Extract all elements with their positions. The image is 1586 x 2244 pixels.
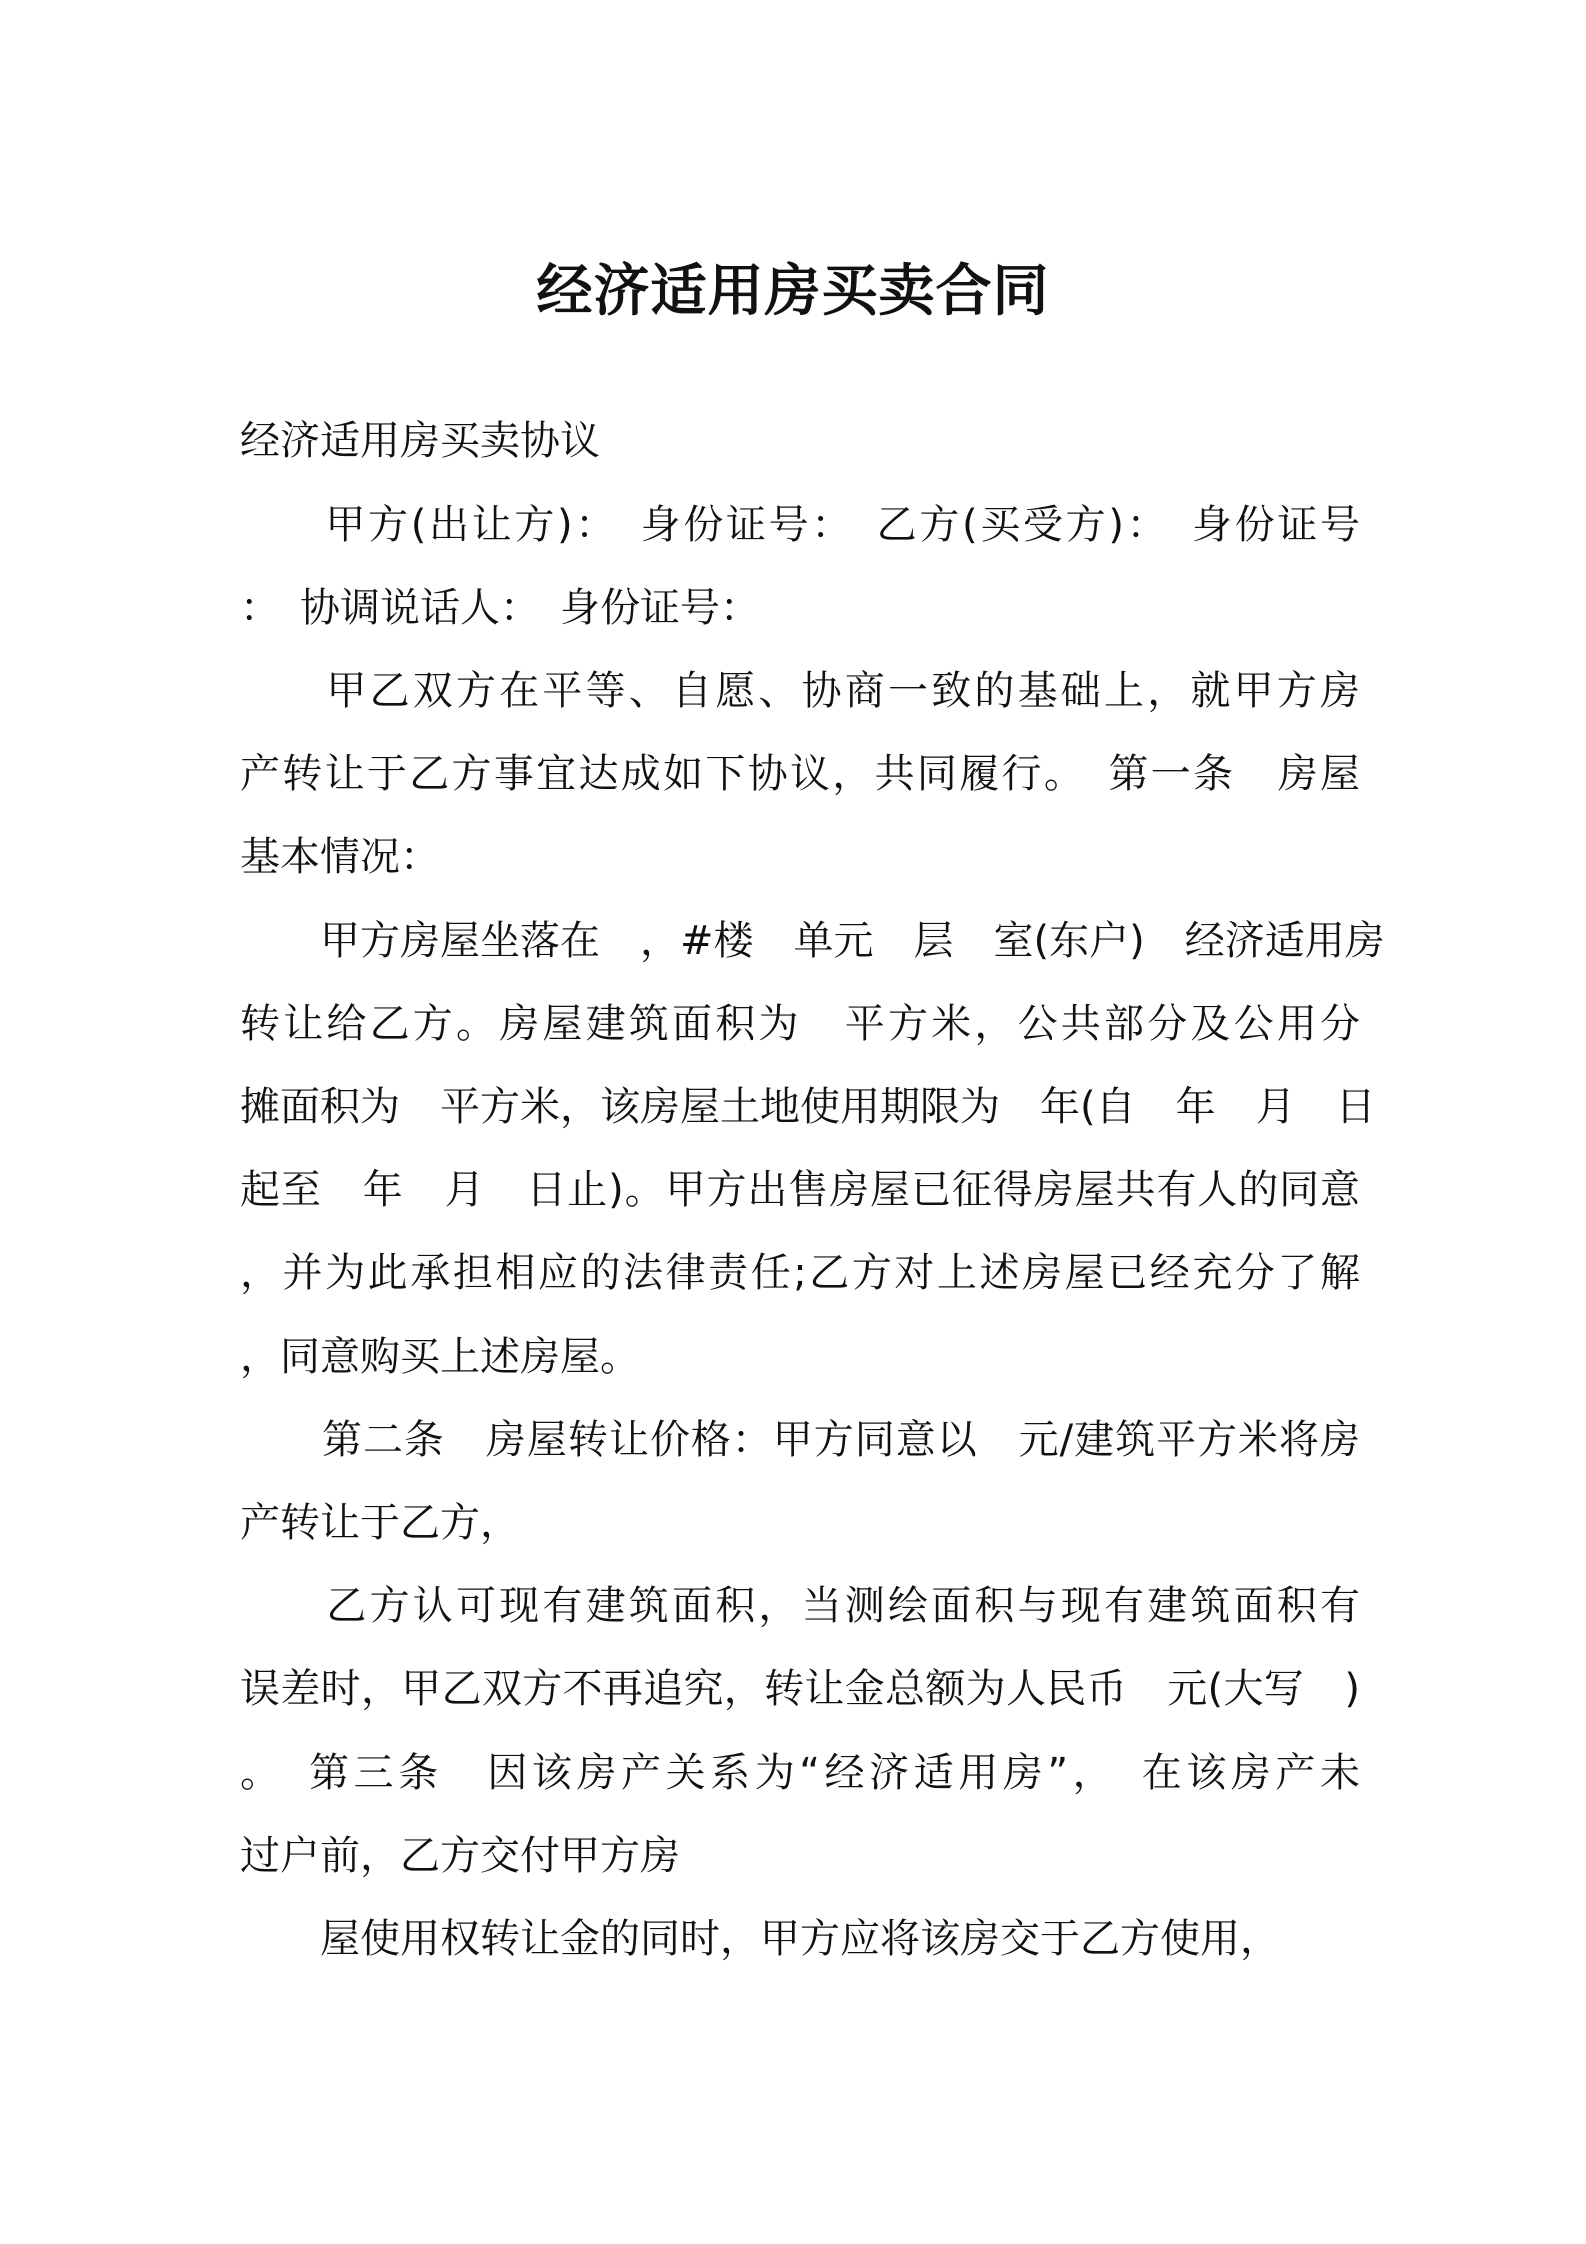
body-line: 第二条 房屋转让价格：甲方同意以 元/建筑平方米将房: [240, 1417, 1360, 1463]
document-title: 经济适用房买卖合同: [536, 259, 1050, 324]
body-line: 误差时，甲乙双方不再追究，转让金总额为人民币 元(大写 ): [240, 1666, 1360, 1712]
body-line: 产转让于乙方，: [240, 1500, 520, 1546]
body-line: 起至 年 月 日止)。甲方出售房屋已征得房屋共有人的同意: [240, 1167, 1360, 1213]
body-line: ，同意购买上述房屋。: [240, 1334, 640, 1380]
body-line: 。 第三条 因该房产关系为“经济适用房”， 在该房产未: [240, 1750, 1360, 1796]
body-line: 甲乙双方在平等、自愿、协商一致的基础上，就甲方房: [240, 668, 1360, 714]
subtitle-line: 经济适用房买卖协议: [240, 418, 600, 464]
body-line: ： 协调说话人： 身份证号：: [240, 585, 760, 631]
body-line: 产转让于乙方事宜达成如下协议，共同履行。 第一条 房屋: [240, 751, 1360, 797]
body-line: ，并为此承担相应的法律责任;乙方对上述房屋已经充分了解: [240, 1250, 1360, 1296]
body-line: 转让给乙方。房屋建筑面积为 平方米，公共部分及公用分: [240, 1001, 1360, 1047]
body-line: 甲方(出让方)： 身份证号： 乙方(买受方)： 身份证号: [240, 502, 1360, 548]
body-line: 乙方认可现有建筑面积，当测绘面积与现有建筑面积有: [240, 1583, 1360, 1629]
body-line: 基本情况：: [240, 834, 440, 880]
body-line: 屋使用权转让金的同时，甲方应将该房交于乙方使用，: [240, 1916, 1280, 1962]
body-line: 摊面积为 平方米，该房屋土地使用期限为 年(自 年 月 日: [240, 1084, 1376, 1130]
body-line: 甲方房屋坐落在 ，#楼 单元 层 室(东户) 经济适用房: [240, 918, 1385, 964]
body-line: 过户前，乙方交付甲方房: [240, 1833, 680, 1879]
